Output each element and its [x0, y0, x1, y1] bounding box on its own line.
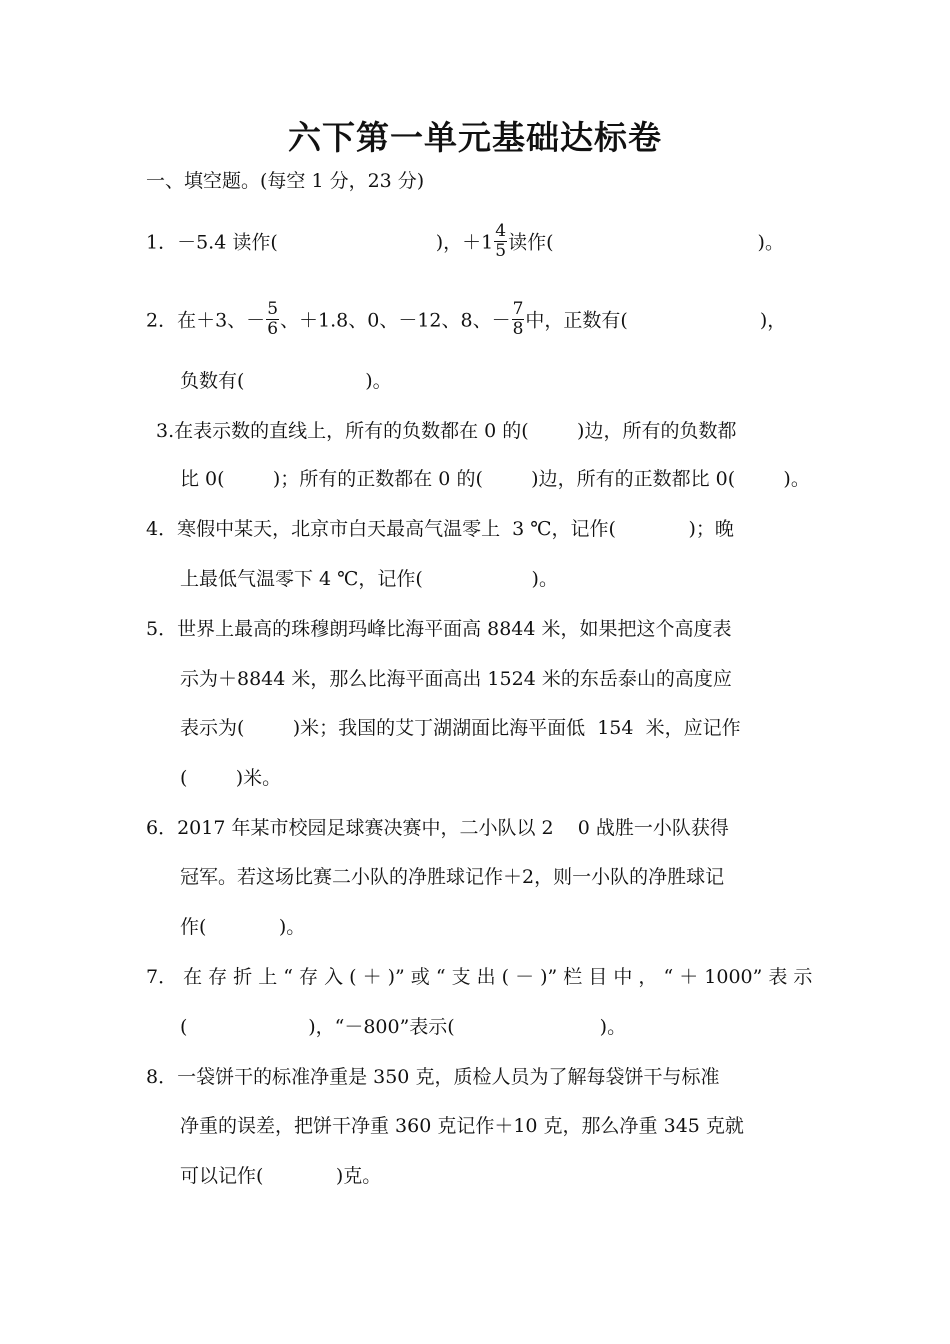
fraction [494, 222, 507, 261]
question-number: 8． [146, 1066, 178, 1088]
question-6-line-1 [146, 813, 729, 843]
question-2 [146, 299, 787, 341]
question-number: 6． [146, 817, 178, 839]
question-2-line-2: 负数有( )。 [180, 370, 392, 392]
fraction-denominator: 6 [267, 319, 279, 339]
fraction-numerator: 4 [495, 221, 507, 241]
question-8-line-2: 净重的误差，把饼干净重 360 克记作＋10 克，那么净重 345 克就 [180, 1115, 744, 1137]
question-number: 4． [146, 518, 178, 540]
question-5-line-1 [146, 614, 732, 644]
q2-text-1: 在＋3、－ [177, 309, 266, 332]
fraction-numerator: 5 [267, 299, 279, 319]
q8-text: 一袋饼干的标准净重是 350 克，质检人员为了解每袋饼干与标准 [177, 1066, 720, 1088]
fraction-denominator: 5 [495, 241, 507, 261]
fraction [512, 300, 525, 339]
q4-text: 寒假中某天，北京市白天最高气温零上 3 ℃，记作( )；晚 [177, 518, 734, 540]
question-3-line-1: 3.在表示数的直线上，所有的负数都在 0 的( )边，所有的负数都 [156, 420, 737, 442]
question-4-line-1 [146, 514, 734, 544]
fraction [266, 300, 279, 339]
q2-text-3: 中，正数有( [525, 309, 628, 332]
question-8-line-3: 可以记作( )克。 [180, 1165, 382, 1187]
question-4-line-2: 上最低气温零下 4 ℃，记作( )。 [180, 568, 558, 590]
q5-text: 世界上最高的珠穆朗玛峰比海平面高 8844 米，如果把这个高度表 [177, 618, 732, 640]
q6-text: 2017 年某市校园足球赛决赛中，二小队以 2 0 战胜一小队获得 [177, 817, 729, 839]
q1-text-3: 读作( [508, 231, 554, 254]
question-6-line-2: 冠军。若这场比赛二小队的净胜球记作＋2，则一小队的净胜球记 [180, 866, 725, 888]
q1-text-2: )，＋1 [435, 231, 494, 254]
question-5-line-2: 示为＋8844 米，那么比海平面高出 1524 米的东岳泰山的高度应 [180, 668, 732, 690]
q2-text-4: )， [759, 309, 787, 332]
question-7-line-1 [146, 962, 812, 992]
q2-text-2: 、＋1.8、0、－12、8、－ [280, 309, 511, 332]
question-number: 1． [146, 231, 178, 254]
question-5-line-4: ( )米。 [180, 767, 282, 789]
question-3-line-2: 比 0( )；所有的正数都在 0 的( )边，所有的正数都比 0( )。 [180, 468, 810, 490]
page-title: 六下第一单元基础达标卷 [288, 118, 662, 157]
section-heading: 一、填空题。(每空 1 分，23 分) [146, 170, 425, 192]
q1-text-4: )。 [757, 231, 784, 254]
q7-text: 在 存 折 上 “ 存 入 ( ＋ )” 或 “ 支 出 ( － )” 栏 目 中 ， “ ＋ 1000” 表 示 [177, 966, 813, 988]
question-7-line-2: ( )，“－800”表示( )。 [180, 1016, 627, 1038]
question-number: 7． [146, 966, 178, 988]
question-5-line-3: 表示为( )米；我国的艾丁湖湖面比海平面低 154 米，应记作 [180, 717, 741, 739]
fraction-numerator: 7 [512, 299, 524, 319]
q1-text-1: －5.4 读作( [177, 231, 278, 254]
question-1 [146, 221, 784, 263]
question-6-line-3: 作( )。 [180, 916, 306, 938]
question-number: 5． [146, 618, 178, 640]
question-8-line-1 [146, 1062, 719, 1092]
question-number: 2． [146, 309, 178, 332]
fraction-denominator: 8 [512, 319, 524, 339]
